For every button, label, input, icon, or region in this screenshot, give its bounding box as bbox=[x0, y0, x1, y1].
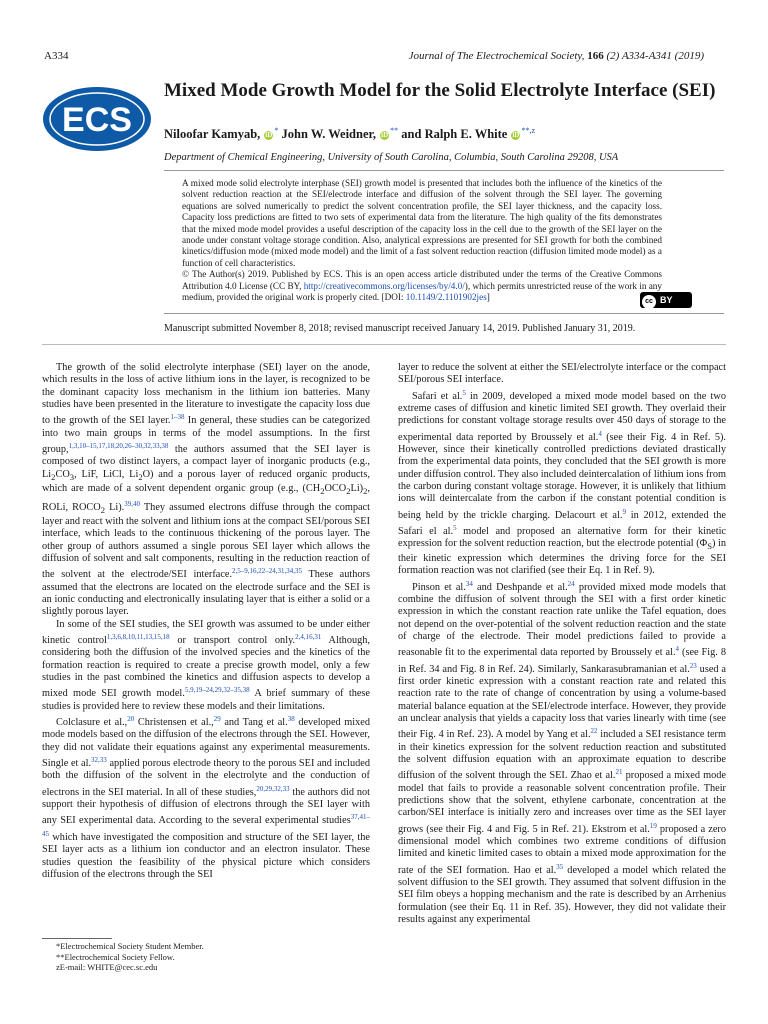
footnote: *Electrochemical Society Student Member. bbox=[56, 941, 204, 951]
license-link[interactable]: http://creativecommons.org/licenses/by/4.0/ bbox=[303, 280, 465, 291]
footnotes bbox=[42, 941, 342, 973]
abstract bbox=[182, 178, 662, 303]
ecs-logo-text: ECS bbox=[62, 101, 132, 139]
ecs-logo bbox=[42, 86, 152, 152]
manuscript-dates: Manuscript submitted November 8, 2018; revised manuscript received January 14, 2019. Published January 31, 2019. bbox=[164, 323, 636, 334]
page-number: A334 bbox=[44, 50, 69, 62]
affiliation: Department of Chemical Engineering, University of South Carolina, Columbia, South Carolina 29208, USA bbox=[164, 152, 619, 163]
orcid-icon[interactable]: iD bbox=[512, 131, 520, 139]
author-list: Niloofar Kamyab, iD * John W. Weidner, iD ** and Ralph E. White iD $^{**,z}$ bbox=[164, 126, 536, 141]
divider bbox=[42, 344, 726, 345]
cc-by-badge[interactable]: cc BY bbox=[640, 292, 692, 308]
footnote: **Electrochemical Society Fellow. bbox=[56, 951, 175, 962]
footnote: zE-mail: WHITE@cec.sc.edu bbox=[56, 962, 158, 972]
journal-citation: Journal of The Electrochemical Society, 166 (2) A334-A341 (2019) bbox=[408, 50, 704, 62]
orcid-icon[interactable]: iD bbox=[381, 131, 389, 139]
body-column-right: layer to reduce the solvent at either the SEI/electrolyte interface or the compact SEI/porous SEI interface. Safari et al.$^5$ in 2009, developed a mixed mode model based on the two extreme cases of diffusion and kinetic limited SEI growth. They overlaid their predictions for constant voltage storage results over 450 days of storage to the experimental data reported by Broussely et al.$^4$ (see their Fig. 4 in Ref. 5). However, since their kinetically controlled predictions deviated drastically from the experimental data points, they concluded that the SEI growth is more under diffusion control. They also included deintercalation of lithium ions from the carbon during constant voltage storage. However, it is unlikely that lithium ions will deintercalate from the carbon if the constant potential condition is being held by the trickle charging. Delacourt et al.$^9$ in 2012, extended the Safari el al.$^5$ model and proposed an alternative form for their kinetic expression for the solvent reduction reaction, but the electrode potential $(\Phi_S)$ in their kinetic expression which determines the driving force for the SEI formation reaction was not clarified (see their Eq. 1 in Ref. 9). Pinson et al.$^{34}$ and Deshpande et al.$^{24}$ provided mixed mode models that combine the diffusion of solvent through the SEI with a first order kinetic expression in which the constant reaction rate unlike the Tafel equation, does not depend on the over-potential of the solvent reduction reaction and the state of charge of the electrode. Their model predictions failed to provide a reasonable fit to the experimental data reported by Broussely et al.$^4$ (see Fig. 8 in Ref. 34 and Fig. 8 in Ref. 24). Similarly, Sankarasubramanian et al.$^{23}$ used a first order kinetic expression with a constant reaction rate and related this reaction rate to the rate of change of concentration by using a volume-based material balance equation at the SEI/electrode interface. However, they provide an unclear analysis that yields a capacity loss that varies linearly with time (see their Fig. 4 in Ref. 23). A model by Yang et al.$^{22}$ included a SEI resistance term in their kinetics expression for the solvent reduction reaction and substituted the solvent diffusion equation with an approximate equation to describe diffusion of the solvent through the SEI. Zhao et al.$^{21}$ proposed a mixed mode model that fails to provide a reasonable solvent concentration profile. Their predictions show that the solvent, ethylene carbonate, concentration at the carbon/SEI interface is initially zero and increases over time as the SEI layer grows (see their Fig. 4 and Fig. 5 in Ref. 21). Ekstrom et al.$^{19}$ proposed a zero dimensional model which combines two extreme conditions of diffusion limited and kinetic limited cases to obtain a mixed mode approximation for the rate of the SEI formation. Hao et al.$^{35}$ developed a model which related the solvent diffusion to the SEI growth. They assumed that solvent diffusion in the SEI film obeys a hopping mechanism and the rate is described by an Arrhenius formulation (see their Eq. 11 in Ref. 35). However, they did not validate their results against any experimental bbox=[398, 362, 727, 926]
body-column-left: The growth of the solid electrolyte interphase (SEI) layer on the anode, which results in the loss of active lithium ions in the layer, is recognized to be the dominant capacity loss mechanism in the lithium ion batteries. Many studies have been presented in the literature to investigate the capacity loss due to the growth of the SEI layer.$^{1-38}$ In general, these studies can be categorized into two main groups in terms of the model assumptions. In the first group,$^{1,3,10-15,17,18,20,26-30,32,33,38}$ the authors assumed that the SEI layer is composed of two distinct layers, a compact layer of inorganic products (e.g., $Li_2CO_3$, LiF, LiCl, $Li_2O$) and a porous layer of reduced organic products, which are made of a solvent dependent organic group (e.g., $(CH_2OCO_2Li)_2$, ROLi, $ROCO_2$ Li).$^{39,40}$ They assumed electrons diffuse through the compact layer and react with the solvent and lithium ions at the compact SEI/porous SEI interface, which leads to the continuous thickening of the porous layer. The other group of authors assumed a single porous SEI layer which allows the diffusion of solvent and salt components, resulting in the reduction reaction of the solvent at the electrode/SEI interface.$^{2,5-9,16,22-24,31,34,35}$ These authors assumed that the electrons are located on the electrode surface and the SEI is an ionic conducting and electronically insulating layer that is either a solid or a slightly porous layer. In some of the SEI studies, the SEI growth was assumed to be under either kinetic control$^{1,3,6,8,10,11,13,15,18}$ or transport control only.$^{2,4,16,31}$ Although, considering both the diffusion of the involved species and the kinetics of the formation reaction is required to create a precise growth model, only a few studies in the past combined the kinetics and diffusion aspects to develop a mixed mode SEI growth model.$^{5,9,19-24,29,32-35,38}$ A brief summary of these studies is provided here to review these models and their limitations. Colclasure et al.,$^{20}$ Christensen et al.,$^{29}$ and Tang et al.$^{38}$ developed mixed mode models based on the diffusion of the electrons through the SEI. However, they did not validate their equations against any experimental measurements. Single et al.$^{32,33}$ applied porous electrode theory to the porous SEI and included both the diffusion of the solvent in the electrolyte and the conduction of electrons in the SEI material. In all of these studies,$^{20,29,32,33}$ the authors did not support their hypothesis of diffusion of electrons through the SEI layer with any SEI experimental data. According to the several experimental studies$^{37,41-45}$ which have investigated the composition and structure of the SEI layer, the SEI layer acts as a lithium ion conductor and an electron insulator. These studies question the feasibility of the physical picture which considers diffusion of the electrons through the SEI bbox=[42, 362, 371, 880]
cc-icon: cc bbox=[642, 295, 656, 309]
article-title: Mixed Mode Growth Model for the Solid Electrolyte Interface (SEI) bbox=[164, 80, 716, 101]
orcid-icon[interactable]: iD bbox=[265, 131, 273, 139]
license-text: © The Author(s) 2019. Published by ECS. This is an open access article distributed under the terms of the Creative Commons Attribution 4.0 License (CC BY, http://creativecommons.org/licenses/by/4.0/), which permits unrestricted reuse of the work in any medium, provided the original work is properly cited. [DOI: 10.1149/2.1101902jes] bbox=[182, 269, 662, 303]
abstract-text: A mixed mode solid electrolyte interphase (SEI) growth model is presented that includes both the influence of the kinetics of the solvent reduction reaction at the SEI/electrode interface and diffusion of the solvent through the SEI layer. The governing equations are solved numerically to predict the solvent concentration profile, the SEI layer thickness, and the capacity loss. Capacity loss predictions are fitted to two sets of experimental data from the literature. The high quality of the fits demonstrates that the mixed mode model provides a useful description of the capacity loss in the cell due to the growth of the SEI layer on the anode under constant voltage storage condition. Also, analytical expressions are presented for SEI growth for both the combined kinetics/diffusion mode (mixed mode model) and the limit of a fast solvent reduction reaction (diffusion limited mode model) as a function of cell characteristics. bbox=[182, 178, 662, 268]
footnote-divider bbox=[42, 938, 112, 939]
doi-link[interactable]: 10.1149/2.1101902jes bbox=[405, 292, 487, 303]
